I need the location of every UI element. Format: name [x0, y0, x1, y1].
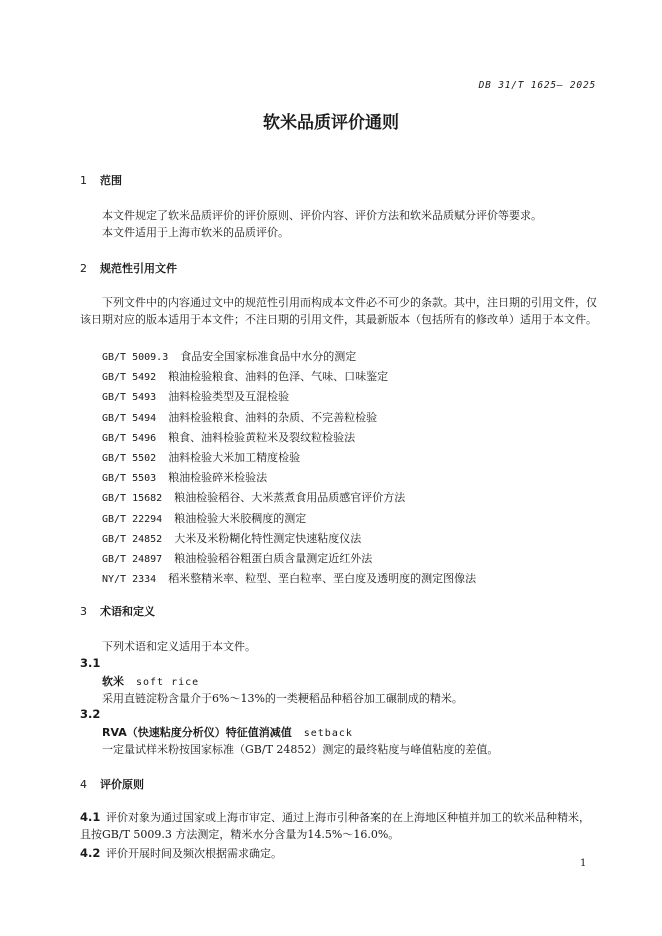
term-en: setback [303, 728, 353, 739]
reference-code: GB/T 5493 [102, 392, 157, 404]
section-1-heading [80, 172, 122, 188]
clause-number: 4.2 [80, 846, 101, 860]
reference-code: GB/T 5502 [102, 453, 157, 464]
section-title: 规范性引用文件 [100, 262, 177, 275]
reference-title: 粮油检验大米胶稠度的测定 [174, 511, 307, 525]
page-number: 1 [580, 858, 587, 869]
section-4-heading [80, 776, 144, 792]
reference-item [102, 409, 377, 425]
reference-code: GB/T 5009.3 [102, 352, 169, 363]
reference-item [102, 570, 476, 586]
term-name [102, 724, 353, 740]
term-zh: 软米 [102, 675, 124, 688]
term-definition: 一定量试样米粉按国家标准（GB/T 24852）测定的最终粘度与峰值粘度的差值。 [102, 743, 499, 756]
section-title: 范围 [100, 174, 122, 187]
section-3-intro: 下列术语和定义适用于本文件。 [102, 640, 256, 653]
section-title: 术语和定义 [100, 605, 155, 618]
reference-item [102, 489, 405, 505]
section-title: 评价原则 [100, 778, 144, 791]
section-1-paragraph: 本文件适用于上海市软米的品质评价。 [102, 226, 289, 239]
section-2-intro: 下列文件中的内容通过文中的规范性引用而构成本文件必不可少的条款。其中，注日期的引用文件，仅该日期对应的版本适用于本文件；不注日期的引用文件，其最新版本（包括所有的修改单）适用于本文件。 [80, 296, 597, 326]
term-zh: RVA（快速粘度分析仪）特征值消减值 [102, 726, 292, 739]
clause-text: 评价开展时间及频次根据需求确定。 [106, 847, 282, 860]
reference-code: GB/T 15682 [102, 493, 163, 505]
clause-4-2 [80, 845, 600, 862]
reference-code: GB/T 5503 [102, 473, 157, 485]
reference-code: GB/T 24897 [102, 554, 163, 565]
reference-item [102, 469, 267, 485]
standard-code: DB 31/T 1625— 2025 [478, 80, 596, 91]
section-3-heading [80, 603, 155, 619]
reference-title: 粮油检验稻谷粗蛋白质含量测定近红外法 [174, 552, 373, 565]
reference-item [102, 388, 289, 404]
reference-code: GB/T 5492 [102, 372, 157, 384]
reference-title: 粮油检验稻谷、大米蒸煮食用品质感官评价方法 [174, 491, 406, 505]
section-number: 4 [80, 778, 87, 791]
reference-title: 油料检验大米加工精度检验 [168, 451, 301, 464]
term-number: 3.1 [80, 656, 101, 670]
reference-code: GB/T 5496 [102, 432, 157, 444]
reference-code: NY/T 2334 [102, 574, 157, 586]
reference-item [102, 348, 356, 364]
reference-title: 油料检验粮食、油料的杂质、不完善粒检验 [168, 410, 378, 424]
reference-title: 粮食、油料检验黄粒米及裂纹粒检验法 [168, 430, 356, 444]
term-definition: 采用直链淀粉含量介于6%～13%的一类粳稻品种稻谷加工碾制成的精米。 [102, 692, 463, 705]
term-en: soft rice [136, 677, 200, 688]
reference-title: 大米及米粉糊化特性测定快速粘度仪法 [174, 531, 362, 545]
section-number: 1 [80, 174, 87, 187]
reference-item [102, 550, 372, 566]
reference-title: 食品安全国家标准食品中水分的测定 [180, 350, 357, 363]
clause-number: 4.1 [80, 810, 101, 824]
reference-code: GB/T 5494 [102, 412, 157, 424]
reference-item [102, 429, 355, 445]
reference-code: GB/T 24852 [102, 533, 163, 545]
reference-title: 稻米整精米率、粒型、垩白粒率、垩白度及透明度的测定图像法 [168, 572, 477, 586]
reference-code: GB/T 22294 [102, 513, 163, 525]
section-1-paragraph: 本文件规定了软米品质评价的评价原则、评价内容、评价方法和软米品质赋分评价等要求。 [102, 209, 542, 222]
term-name [102, 673, 199, 689]
reference-item [102, 530, 361, 546]
section-number: 3 [80, 605, 87, 618]
reference-item [102, 510, 306, 526]
term-number: 3.2 [80, 707, 101, 721]
reference-item [102, 449, 300, 465]
reference-title: 粮油检验碎米检验法 [168, 471, 268, 485]
reference-title: 粮油检验粮食、油料的色泽、气味、口味鉴定 [168, 370, 389, 384]
reference-title: 油料检验类型及互混检验 [168, 390, 290, 404]
reference-item [102, 368, 388, 384]
clause-text: 评价对象为通过国家或上海市审定、通过上海市引种备案的在上海地区种植并加工的软米品种精米，且按GB/T 5009.3 方法测定，精米水分含量为14.5%～16.0%。 [80, 811, 590, 841]
clause-4-1 [80, 809, 600, 843]
document-title: 软米品质评价通则 [263, 113, 399, 133]
section-number: 2 [80, 262, 87, 275]
section-2-heading [80, 260, 177, 276]
